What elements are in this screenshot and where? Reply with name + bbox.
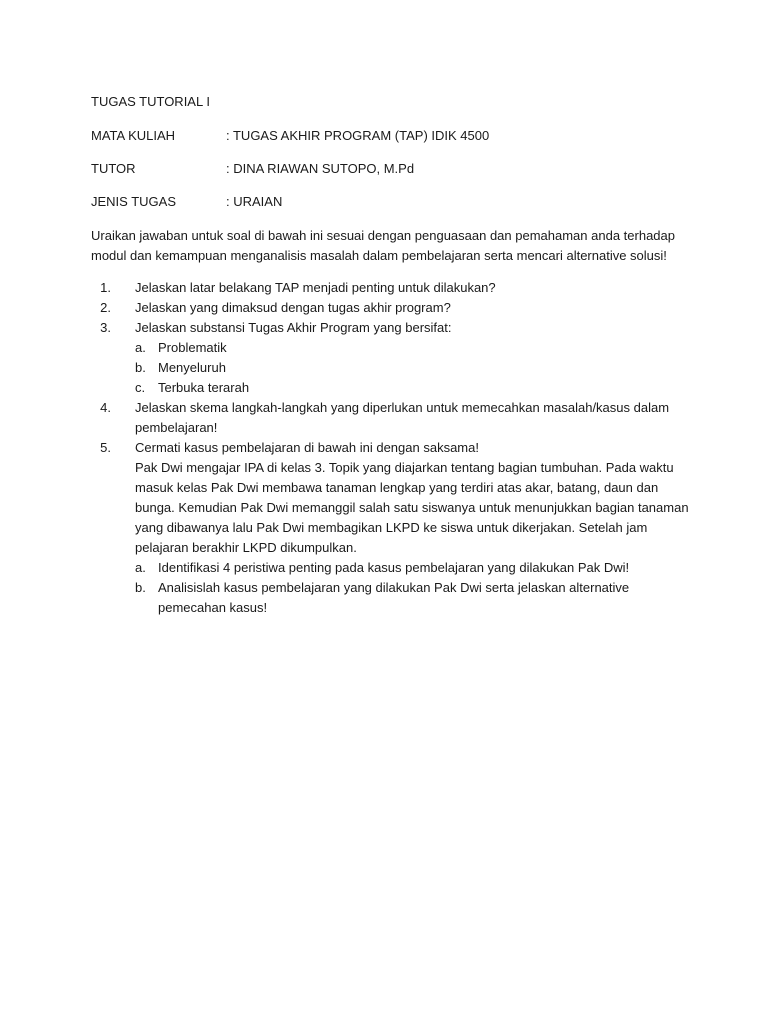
question-number: 5.: [100, 440, 111, 455]
sub-question-item: [135, 578, 691, 618]
question-number: 2.: [100, 300, 111, 315]
question-list: [91, 278, 691, 618]
question-text: Jelaskan yang dimaksud dengan tugas akhir program?: [135, 300, 451, 315]
sub-question-item: [135, 358, 691, 378]
document-page: [91, 93, 691, 618]
meta-row-tutor: [91, 160, 691, 178]
sub-question-item: [135, 378, 691, 398]
meta-label: MATA KULIAH: [91, 128, 176, 143]
meta-label: TUTOR: [91, 161, 136, 176]
question-text: Jelaskan skema langkah-langkah yang diperlukan untuk memecahkan masalah/kasus dalam pembelajaran!: [135, 400, 670, 435]
sub-question-letter: b.: [135, 360, 146, 375]
question-number: 1.: [100, 280, 111, 295]
sub-question-item: [135, 558, 691, 578]
question-number: 3.: [100, 320, 111, 335]
sub-question-letter: a.: [135, 560, 146, 575]
question-body: [135, 438, 691, 618]
meta-row-course: [91, 127, 691, 145]
sub-question-item: [135, 338, 691, 358]
sub-question-letter: c.: [135, 380, 146, 395]
question-item: [91, 438, 691, 618]
sub-question-list: [135, 338, 691, 398]
question-text: Jelaskan substansi Tugas Akhir Program yang bersifat:: [135, 320, 452, 335]
question-item: [91, 398, 691, 438]
question-number: 4.: [100, 400, 111, 415]
sub-question-letter: a.: [135, 340, 146, 355]
sub-question-text: Identifikasi 4 peristiwa penting pada kasus pembelajaran yang dilakukan Pak Dwi!: [158, 560, 630, 575]
question-text: Jelaskan latar belakang TAP menjadi penting untuk dilakukan?: [135, 280, 496, 295]
meta-row-task-type: [91, 193, 691, 211]
question-item: [91, 318, 691, 398]
sub-question-text: Problematik: [158, 340, 227, 355]
meta-value: : TUGAS AKHIR PROGRAM (TAP) IDIK 4500: [226, 128, 490, 143]
question-item: [91, 278, 691, 298]
instructions-paragraph: Uraikan jawaban untuk soal di bawah ini sesuai dengan penguasaan dan pemahaman anda terhadap modul dan kemampuan menganalisis masalah dalam pembelajaran serta mencari alternative solusi!: [91, 228, 675, 263]
question-item: [91, 298, 691, 318]
meta-value: : DINA RIAWAN SUTOPO, M.Pd: [226, 161, 415, 176]
question-text: Cermati kasus pembelajaran di bawah ini dengan saksama!: [135, 440, 479, 455]
meta-value: : URAIAN: [226, 194, 283, 209]
document-title: TUGAS TUTORIAL I: [91, 94, 210, 109]
sub-question-text: Terbuka terarah: [158, 380, 250, 395]
question-body: [135, 318, 691, 398]
sub-question-text: Menyeluruh: [158, 360, 226, 375]
sub-question-letter: b.: [135, 580, 146, 595]
case-study-paragraph: Pak Dwi mengajar IPA di kelas 3. Topik yang diajarkan tentang bagian tumbuhan. Pada waktu masuk kelas Pak Dwi membawa tanaman lengkap yang terdiri atas akar, batang, daun dan bunga. Kemudian Pak Dwi memanggil salah satu siswanya untuk menunjukkan bagian tanaman yang dibawanya lalu Pak Dwi membagikan LKPD ke siswa untuk dikerjakan. Setelah jam pelajaran berakhir LKPD dikumpulkan.: [135, 460, 689, 555]
sub-question-text: Analisislah kasus pembelajaran yang dilakukan Pak Dwi serta jelaskan alternative pemecahan kasus!: [158, 580, 630, 615]
sub-question-list: [135, 558, 691, 618]
meta-label: JENIS TUGAS: [91, 194, 177, 209]
